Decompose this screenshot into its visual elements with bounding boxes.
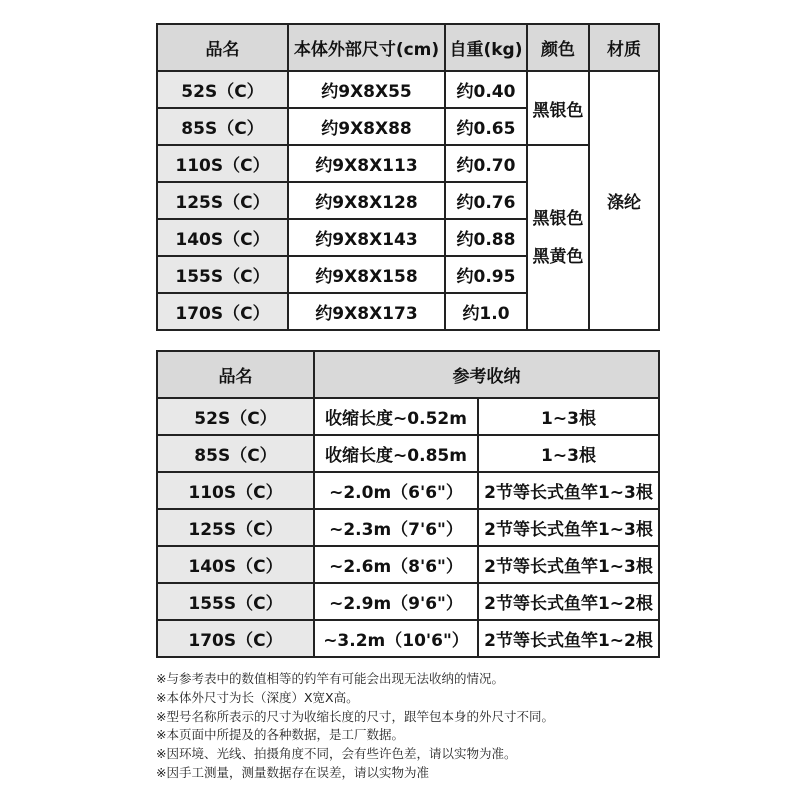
product-name: 140S（C） [157, 219, 288, 256]
specs-header-weight: 自重(kg) [445, 24, 527, 71]
product-name: 140S（C） [157, 546, 314, 583]
table-row [157, 620, 659, 657]
product-weight: 约0.40 [445, 71, 527, 108]
product-name: 85S（C） [157, 435, 314, 472]
product-size: 约9X8X173 [288, 293, 445, 330]
product-name: 170S（C） [157, 620, 314, 657]
footnote: ※因手工测量，测量数据存在误差，请以实物为准 [156, 764, 429, 780]
product-size: 约9X8X55 [288, 71, 445, 108]
product-name: 52S（C） [157, 398, 314, 435]
storage-reference-table [156, 350, 660, 658]
table-row [157, 71, 659, 108]
storage-length: ~2.0m（6'6"） [314, 472, 478, 509]
footnote: ※与参考表中的数值相等的钓竿有可能会出现无法收纳的情况。 [156, 671, 504, 686]
product-name: 52S（C） [157, 71, 288, 108]
storage-count: 1~3根 [478, 435, 659, 472]
table-row [157, 509, 659, 546]
storage-count: 2节等长式鱼竿1~3根 [478, 472, 659, 509]
storage-length: ~3.2m（10'6"） [314, 620, 478, 657]
footnote: ※本页面中所提及的各种数据，是工厂数据。 [156, 727, 404, 743]
table-row [157, 145, 659, 182]
footnote: ※本体外尺寸为长（深度）X宽X高。 [156, 689, 359, 705]
specs-header-size: 本体外部尺寸(cm) [288, 24, 445, 71]
storage-length: 收缩长度~0.52m [314, 398, 478, 435]
storage-count: 2节等长式鱼竿1~2根 [478, 620, 659, 657]
specs-header-row [157, 24, 659, 71]
color-cell-group2 [527, 145, 589, 330]
product-weight: 约0.70 [445, 145, 527, 182]
table-row [157, 546, 659, 583]
product-size: 约9X8X128 [288, 182, 445, 219]
product-size: 约9X8X88 [288, 108, 445, 145]
material-cell: 涤纶 [589, 71, 659, 330]
specs-header-material: 材质 [589, 24, 659, 71]
product-name: 170S（C） [157, 293, 288, 330]
refs-header-row [157, 351, 659, 398]
footnotes [156, 670, 676, 783]
table-row [157, 398, 659, 435]
product-name: 125S（C） [157, 509, 314, 546]
specs-header-color: 颜色 [527, 24, 589, 71]
refs-header-name: 品名 [157, 351, 314, 398]
product-name: 85S（C） [157, 108, 288, 145]
storage-count: 2节等长式鱼竿1~3根 [478, 546, 659, 583]
product-name: 155S（C） [157, 583, 314, 620]
storage-count: 2节等长式鱼竿1~2根 [478, 583, 659, 620]
refs-header-storage: 参考收纳 [314, 351, 659, 398]
storage-length: ~2.6m（8'6"） [314, 546, 478, 583]
specs-header-name: 品名 [157, 24, 288, 71]
footnote: ※因环境、光线、拍摄角度不同，会有些许色差，请以实物为准。 [156, 746, 517, 762]
product-weight: 约0.88 [445, 219, 527, 256]
footnote: ※型号名称所表示的尺寸为收缩长度的尺寸，跟竿包本身的外尺寸不同。 [156, 708, 554, 724]
storage-count: 1~3根 [478, 398, 659, 435]
product-name: 110S（C） [157, 472, 314, 509]
storage-count: 2节等长式鱼竿1~3根 [478, 509, 659, 546]
color-cell-group1: 黑银色 [527, 71, 589, 145]
storage-length: 收缩长度~0.85m [314, 435, 478, 472]
color-option: 黑银色 [532, 208, 584, 229]
product-size: 约9X8X143 [288, 219, 445, 256]
product-weight: 约1.0 [445, 293, 527, 330]
table-row [157, 472, 659, 509]
product-name: 125S（C） [157, 182, 288, 219]
storage-length: ~2.3m（7'6"） [314, 509, 478, 546]
product-weight: 约0.65 [445, 108, 527, 145]
table-row [157, 583, 659, 620]
specs-table [156, 23, 660, 331]
product-weight: 约0.95 [445, 256, 527, 293]
product-size: 约9X8X158 [288, 256, 445, 293]
storage-length: ~2.9m（9'6"） [314, 583, 478, 620]
product-name: 110S（C） [157, 145, 288, 182]
product-size: 约9X8X113 [288, 145, 445, 182]
color-option: 黑黄色 [532, 246, 584, 267]
table-row [157, 435, 659, 472]
product-name: 155S（C） [157, 256, 288, 293]
product-weight: 约0.76 [445, 182, 527, 219]
